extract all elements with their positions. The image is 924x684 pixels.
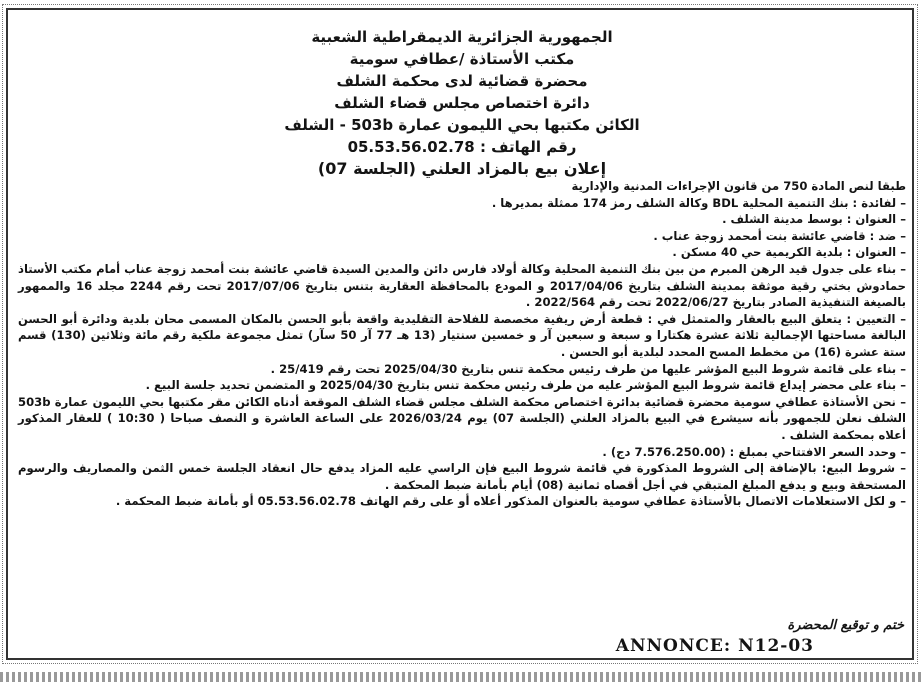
property-description: – التعيين : يتعلق البيع بالعقار والمتمثل في : قطعة أرض ريفية مخصصة للفلاحة التقليدية واقعة بأبو الحسن بالمكان المسمى محان بلدية ودائرة أبو الحسن البالغة مساحتها الإجمالية ثلاثة عشرة هكتارا و سبعة و سبعين آر و خمسين سنتيار (13 هـ 77 آر 50 سآر) تمثل مجموعة ملكية رقم مائة وثلاثين (130) قسم ستة عشرة (16) من مخطط المسح المحدد لبلدية أبو الحسن . (18, 311, 906, 359)
header-jurisdiction: دائرة اختصاص مجلس قضاء الشلف (334, 94, 590, 112)
header-address: الكائن مكتبها بحي الليمون عمارة 503b - الشلف (284, 116, 640, 134)
legal-basis: طبقا لنص المادة 750 من قانون الإجراءات المدنية والإدارية (571, 179, 906, 193)
header-office: مكتب الأستاذة /عطافي سومية (349, 50, 575, 68)
announcement-reference: ANNONCE: N12-03 (615, 636, 814, 656)
sale-conditions: – شروط البيع: بالإضافة إلى الشروط المذكورة في قائمة شروط البيع فإن الراسي عليه المزاد يدفع حال انعقاد الجلسة خمس الثمن والمصاريف والرسوم المستحقة وبيع و يدفع المبلغ المتبقي في أجل أقصاه ثمانية (08) أيام بأمانة ضبط المحكمة . (18, 461, 906, 492)
notice-title: إعلان بيع بالمزاد العلني (الجلسة 07) (317, 159, 607, 178)
debtor-address: – العنوان : بلدية الكريمية حي 40 مسكن . (672, 245, 906, 260)
conditions-list: – بناء على قائمة شروط البيع المؤشر عليها من طرف رئيس محكمة تنس بتاريخ 2025/04/30 تحت رقم 25/419 . (270, 361, 906, 376)
notice-body (18, 178, 906, 510)
header-phone: رقم الهاتف : 05.53.56.02.78 (347, 138, 577, 156)
bottom-divider (0, 672, 924, 682)
notice-header (20, 26, 904, 180)
beneficiary: – لفائدة : بنك التنمية المحلية BDL وكالة الشلف رمز 174 ممثلة بمديرها . (491, 195, 906, 210)
opening-price: – وحدد السعر الافتتاحي بمبلغ : (7.576.250.00 دج) . (602, 444, 906, 459)
header-bailiff: محضرة قضائية لدى محكمة الشلف (336, 72, 588, 90)
contact-info: – و لكل الاستعلامات الاتصال بالأستاذة عطافي سومية بالعنوان المذكور أعلاه أو على رقم الهاتف 05.53.56.02.78 أو بأمانة ضبط المحكمة . (115, 494, 906, 509)
auction-announcement: – نحن الأستاذة عطافي سومية محضرة قضائية بدائرة اختصاص محكمة الشلف مجلس قضاء الشلف الموقعة أدناه الكائن مقر مكتبها بحي الليمون عمارة 503b الشلف نعلن للجمهور بأنه سيشرع في البيع بالمزاد العلني (الجلسة 07) يوم 2026/03/24 على الساعة العاشرة و النصف صباحا ( 10:30 ) للعقار المذكور أعلاه بمحكمة الشلف . (18, 394, 906, 442)
deposit-record: – بناء على محضر إيداع قائمة شروط البيع المؤشر عليه من طرف رئيس محكمة تنس بتاريخ 2025/04/30 و المتضمن تحديد جلسة البيع . (145, 378, 906, 393)
beneficiary-address: – العنوان : بوسط مدينة الشلف . (722, 212, 906, 227)
signature-line: ختم و توقيع المحضرة (787, 618, 904, 633)
header-country: الجمهورية الجزائرية الديمقراطية الشعبية (311, 28, 613, 46)
debtor: – ضد : قاضي عائشة بنت أمحمد زوجة عناب . (653, 228, 906, 243)
mortgage-basis: – بناء على جدول قيد الرهن المبرم من بين بنك التنمية المحلية وكالة أولاد فارس دائن والمدين السيدة قاضي عائشة بنت أمحمد زوجة عناب أمام مكتب الأستاذ حمادوش بختي رقية موثقة بمدينة الشلف بتاريخ 2017/04/06 و المودع بالمحافظة العقارية بتنس بتاريخ 2017/07/06 تحت رقم 2244 مجلد 16 والممهور بالصيغة التنفيذية الصادر بتاريخ 2022/06/27 تحت رقم 2022/564 . (18, 261, 906, 310)
